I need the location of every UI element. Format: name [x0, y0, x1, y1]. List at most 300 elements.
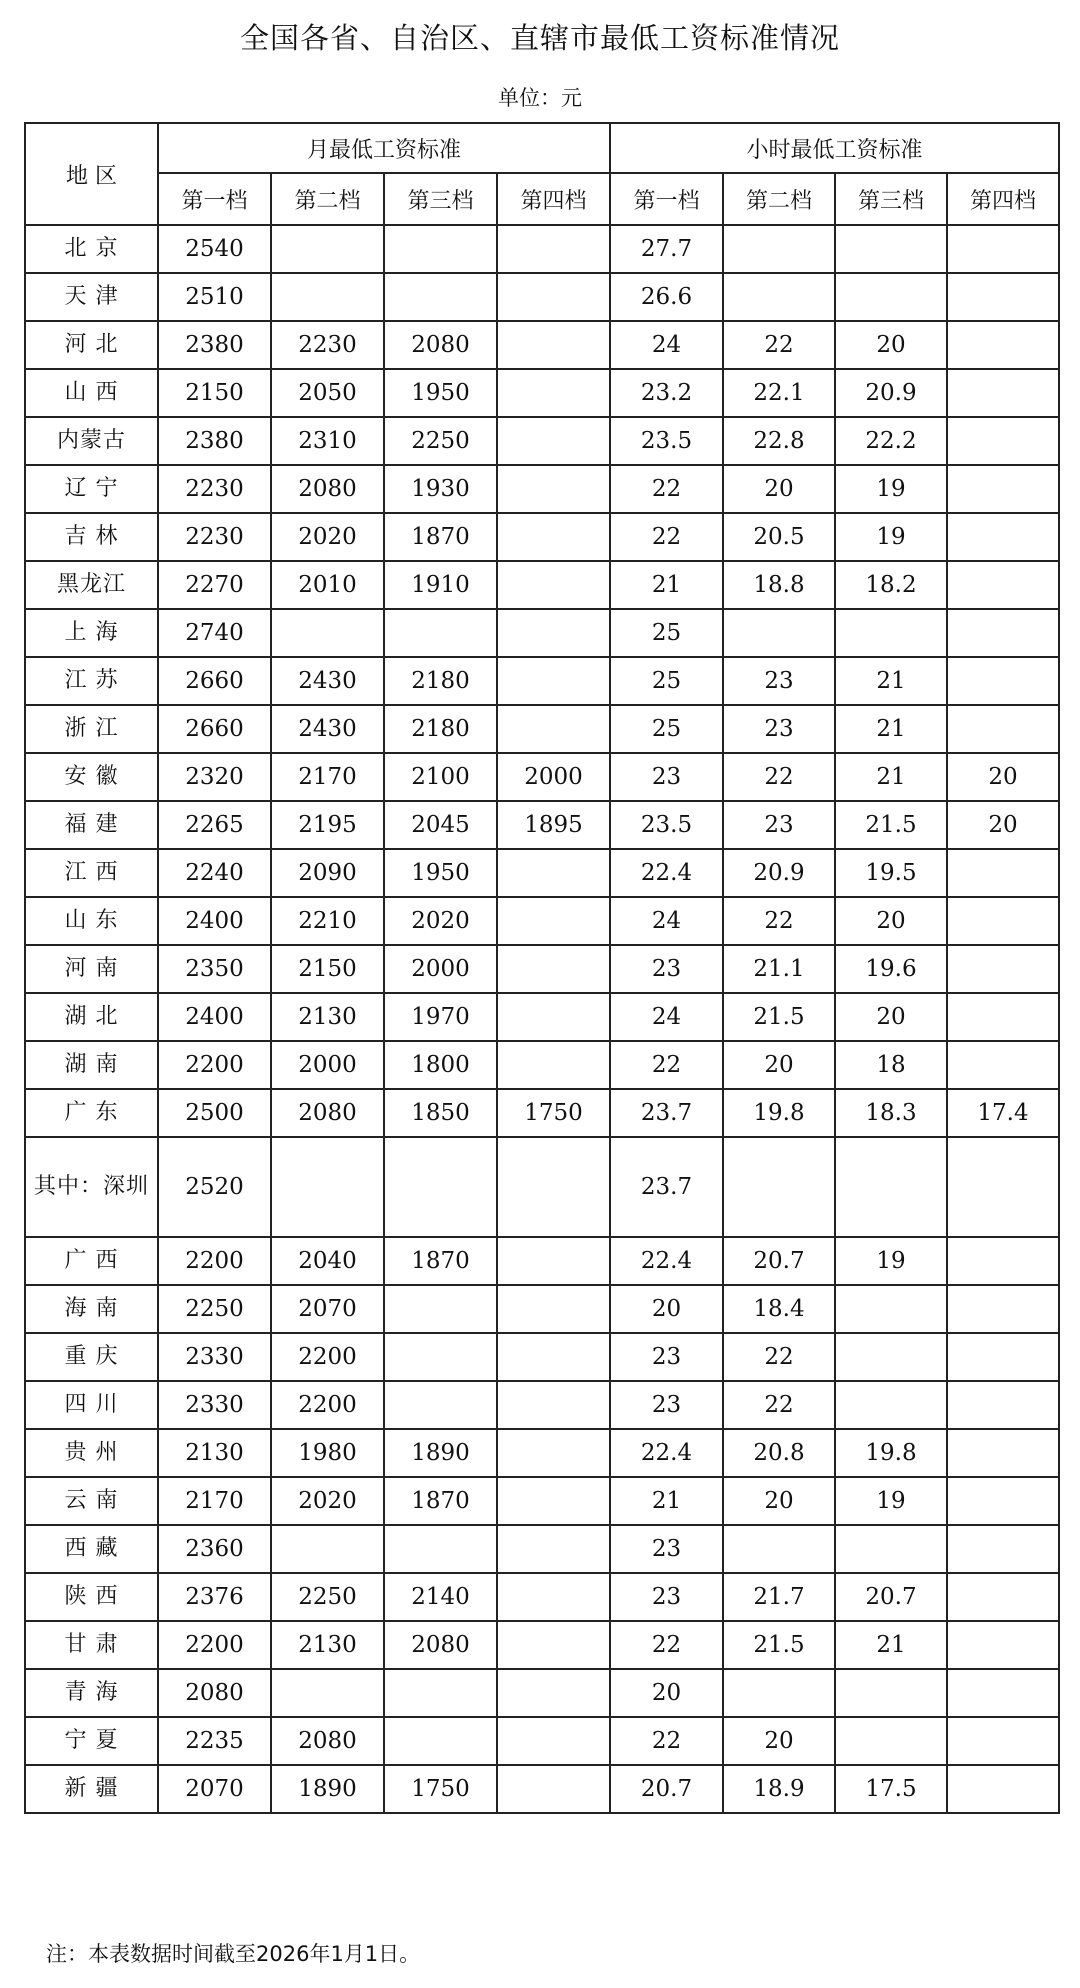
- hourly-tier-2-cell: [723, 273, 835, 321]
- monthly-tier-4-cell: [497, 321, 610, 369]
- hourly-tier-3-cell: 21: [835, 657, 947, 705]
- hourly-tier-3-cell: 21.5: [835, 801, 947, 849]
- monthly-tier-1-cell: 2380: [158, 321, 271, 369]
- monthly-tier-2-cell: [271, 609, 384, 657]
- hourly-tier-2-cell: 22.8: [723, 417, 835, 465]
- hourly-tier-4-cell: [947, 609, 1059, 657]
- monthly-tier-1-cell: 2270: [158, 561, 271, 609]
- table-row: [25, 1525, 1059, 1573]
- monthly-tier-3-cell: 1850: [384, 1089, 497, 1137]
- monthly-tier-4-cell: [497, 1765, 610, 1813]
- table-row: [25, 1333, 1059, 1381]
- region-cell: 贵 州: [25, 1429, 158, 1477]
- table-row: [25, 801, 1059, 849]
- region-cell: 天 津: [25, 273, 158, 321]
- monthly-tier-2-cell: 2020: [271, 1477, 384, 1525]
- monthly-tier-3-cell: 2000: [384, 945, 497, 993]
- hourly-tier-2-cell: 22.1: [723, 369, 835, 417]
- monthly-tier-1-cell: 2080: [158, 1669, 271, 1717]
- monthly-tier-1-cell: 2265: [158, 801, 271, 849]
- region-cell: 湖 南: [25, 1041, 158, 1089]
- hourly-tier-2-cell: 23: [723, 657, 835, 705]
- monthly-tier-3-cell: 1950: [384, 369, 497, 417]
- monthly-tier-4-cell: 1750: [497, 1089, 610, 1137]
- monthly-tier-2-cell: 2200: [271, 1381, 384, 1429]
- monthly-tier-1-header: 第一档: [158, 173, 271, 225]
- monthly-tier-4-cell: [497, 1285, 610, 1333]
- table-row: [25, 1089, 1059, 1137]
- region-cell: 海 南: [25, 1285, 158, 1333]
- hourly-tier-1-cell: 23.7: [610, 1089, 723, 1137]
- monthly-tier-1-cell: 2510: [158, 273, 271, 321]
- hourly-tier-3-cell: 19.5: [835, 849, 947, 897]
- hourly-tier-4-cell: [947, 705, 1059, 753]
- monthly-tier-4-cell: [497, 1333, 610, 1381]
- hourly-tier-4-cell: [947, 417, 1059, 465]
- table-row: [25, 321, 1059, 369]
- monthly-tier-1-cell: 2200: [158, 1621, 271, 1669]
- hourly-tier-3-cell: [835, 1525, 947, 1573]
- monthly-tier-4-cell: [497, 465, 610, 513]
- hourly-header: 小时最低工资标准: [610, 123, 1059, 173]
- monthly-tier-1-cell: 2150: [158, 369, 271, 417]
- hourly-tier-4-cell: [947, 1137, 1059, 1237]
- monthly-tier-2-cell: 1890: [271, 1765, 384, 1813]
- hourly-tier-2-cell: 20: [723, 1041, 835, 1089]
- table-row: [25, 1041, 1059, 1089]
- region-cell: 陕 西: [25, 1573, 158, 1621]
- monthly-tier-3-cell: [384, 225, 497, 273]
- region-cell: 其中：深圳: [25, 1137, 158, 1237]
- hourly-tier-2-cell: 22: [723, 321, 835, 369]
- monthly-header: 月最低工资标准: [158, 123, 610, 173]
- monthly-tier-4-header: 第四档: [497, 173, 610, 225]
- hourly-tier-2-cell: 21.5: [723, 1621, 835, 1669]
- hourly-tier-3-cell: 20: [835, 321, 947, 369]
- hourly-tier-1-header: 第一档: [610, 173, 723, 225]
- hourly-tier-2-cell: [723, 1525, 835, 1573]
- region-cell: 重 庆: [25, 1333, 158, 1381]
- hourly-tier-3-cell: 19: [835, 1237, 947, 1285]
- table-row: [25, 897, 1059, 945]
- hourly-tier-1-cell: 25: [610, 657, 723, 705]
- hourly-tier-1-cell: 23: [610, 945, 723, 993]
- hourly-tier-2-cell: 20: [723, 1477, 835, 1525]
- hourly-tier-4-cell: 20: [947, 801, 1059, 849]
- region-cell: 辽 宁: [25, 465, 158, 513]
- region-cell: 西 藏: [25, 1525, 158, 1573]
- monthly-tier-1-cell: 2360: [158, 1525, 271, 1573]
- hourly-tier-3-cell: 18.3: [835, 1089, 947, 1137]
- hourly-tier-4-cell: 17.4: [947, 1089, 1059, 1137]
- monthly-tier-4-cell: [497, 513, 610, 561]
- monthly-tier-3-cell: [384, 1669, 497, 1717]
- hourly-tier-3-header: 第三档: [835, 173, 947, 225]
- monthly-tier-4-cell: 2000: [497, 753, 610, 801]
- hourly-tier-4-cell: [947, 321, 1059, 369]
- monthly-tier-2-cell: 2000: [271, 1041, 384, 1089]
- monthly-tier-2-cell: 2080: [271, 1089, 384, 1137]
- hourly-tier-1-cell: 24: [610, 993, 723, 1041]
- hourly-tier-1-cell: 22: [610, 1621, 723, 1669]
- monthly-tier-2-cell: 2050: [271, 369, 384, 417]
- hourly-tier-3-cell: 20: [835, 993, 947, 1041]
- monthly-tier-1-cell: 2230: [158, 465, 271, 513]
- monthly-tier-3-header: 第三档: [384, 173, 497, 225]
- unit-label: 单位：元: [498, 86, 582, 110]
- hourly-tier-1-cell: 23: [610, 1573, 723, 1621]
- hourly-tier-1-cell: 20: [610, 1285, 723, 1333]
- hourly-tier-2-header: 第二档: [723, 173, 835, 225]
- hourly-tier-1-cell: 23: [610, 1333, 723, 1381]
- hourly-tier-1-cell: 21: [610, 561, 723, 609]
- monthly-tier-1-cell: 2230: [158, 513, 271, 561]
- region-cell: 江 西: [25, 849, 158, 897]
- monthly-tier-3-cell: [384, 1137, 497, 1237]
- monthly-tier-2-cell: 2430: [271, 657, 384, 705]
- hourly-tier-4-cell: [947, 225, 1059, 273]
- monthly-tier-2-cell: 2080: [271, 465, 384, 513]
- region-cell: 福 建: [25, 801, 158, 849]
- hourly-tier-2-cell: 21.5: [723, 993, 835, 1041]
- hourly-tier-4-header: 第四档: [947, 173, 1059, 225]
- table-row: [25, 1669, 1059, 1717]
- hourly-tier-1-cell: 22: [610, 1041, 723, 1089]
- hourly-tier-4-cell: [947, 1333, 1059, 1381]
- hourly-tier-4-cell: 20: [947, 753, 1059, 801]
- hourly-tier-2-cell: 18.9: [723, 1765, 835, 1813]
- monthly-tier-4-cell: [497, 1573, 610, 1621]
- table-row: [25, 945, 1059, 993]
- monthly-tier-3-cell: 1950: [384, 849, 497, 897]
- region-cell: 黑龙江: [25, 561, 158, 609]
- monthly-tier-4-cell: 1895: [497, 801, 610, 849]
- hourly-tier-2-cell: 23: [723, 801, 835, 849]
- monthly-tier-1-cell: 2200: [158, 1237, 271, 1285]
- hourly-tier-4-cell: [947, 1717, 1059, 1765]
- region-cell: 上 海: [25, 609, 158, 657]
- hourly-tier-2-cell: 22: [723, 1381, 835, 1429]
- hourly-tier-2-cell: 20: [723, 1717, 835, 1765]
- monthly-tier-1-cell: 2250: [158, 1285, 271, 1333]
- hourly-tier-4-cell: [947, 1525, 1059, 1573]
- table-row: [25, 1717, 1059, 1765]
- monthly-tier-2-cell: 2230: [271, 321, 384, 369]
- monthly-tier-3-cell: 2100: [384, 753, 497, 801]
- monthly-tier-3-cell: 1930: [384, 465, 497, 513]
- monthly-tier-1-cell: 2376: [158, 1573, 271, 1621]
- hourly-tier-1-cell: 23: [610, 753, 723, 801]
- hourly-tier-3-cell: 19.6: [835, 945, 947, 993]
- monthly-tier-4-cell: [497, 1041, 610, 1089]
- monthly-tier-1-cell: 2380: [158, 417, 271, 465]
- hourly-tier-4-cell: [947, 1041, 1059, 1089]
- hourly-tier-4-cell: [947, 1285, 1059, 1333]
- monthly-tier-1-cell: 2500: [158, 1089, 271, 1137]
- hourly-tier-2-cell: 22: [723, 897, 835, 945]
- hourly-tier-1-cell: 22: [610, 1717, 723, 1765]
- hourly-tier-3-cell: [835, 1669, 947, 1717]
- monthly-tier-4-cell: [497, 705, 610, 753]
- hourly-tier-1-cell: 23.5: [610, 417, 723, 465]
- table-row: [25, 561, 1059, 609]
- monthly-tier-2-header: 第二档: [271, 173, 384, 225]
- hourly-tier-2-cell: 20.7: [723, 1237, 835, 1285]
- hourly-tier-4-cell: [947, 1381, 1059, 1429]
- monthly-tier-1-cell: 2330: [158, 1381, 271, 1429]
- table-row: [25, 609, 1059, 657]
- hourly-tier-2-cell: 20.5: [723, 513, 835, 561]
- table-row: [25, 753, 1059, 801]
- monthly-tier-4-cell: [497, 1669, 610, 1717]
- hourly-tier-4-cell: [947, 849, 1059, 897]
- monthly-tier-3-cell: [384, 1285, 497, 1333]
- table-row: [25, 1381, 1059, 1429]
- table-body: [25, 225, 1059, 1813]
- hourly-tier-1-cell: 20.7: [610, 1765, 723, 1813]
- region-cell: 山 西: [25, 369, 158, 417]
- monthly-tier-4-cell: [497, 1137, 610, 1237]
- hourly-tier-2-cell: 23: [723, 705, 835, 753]
- region-cell: 北 京: [25, 225, 158, 273]
- monthly-tier-3-cell: 1750: [384, 1765, 497, 1813]
- footnote: 注：本表数据时间截至2026年1月1日。: [46, 1942, 421, 1966]
- hourly-tier-3-cell: 18: [835, 1041, 947, 1089]
- monthly-tier-4-cell: [497, 1717, 610, 1765]
- region-cell: 青 海: [25, 1669, 158, 1717]
- hourly-tier-2-cell: 21.7: [723, 1573, 835, 1621]
- monthly-tier-3-cell: [384, 1381, 497, 1429]
- region-cell: 山 东: [25, 897, 158, 945]
- hourly-tier-1-cell: 20: [610, 1669, 723, 1717]
- hourly-tier-2-cell: [723, 1669, 835, 1717]
- hourly-tier-1-cell: 24: [610, 321, 723, 369]
- monthly-tier-3-cell: [384, 273, 497, 321]
- hourly-tier-3-cell: 21: [835, 753, 947, 801]
- region-cell: 宁 夏: [25, 1717, 158, 1765]
- monthly-tier-1-cell: 2240: [158, 849, 271, 897]
- hourly-tier-4-cell: [947, 273, 1059, 321]
- monthly-tier-4-cell: [497, 1477, 610, 1525]
- monthly-tier-4-cell: [497, 417, 610, 465]
- monthly-tier-2-cell: 2430: [271, 705, 384, 753]
- table-row: [25, 993, 1059, 1041]
- hourly-tier-1-cell: 23.7: [610, 1137, 723, 1237]
- hourly-tier-4-cell: [947, 1573, 1059, 1621]
- monthly-tier-2-cell: 2170: [271, 753, 384, 801]
- hourly-tier-1-cell: 22: [610, 513, 723, 561]
- hourly-tier-3-cell: [835, 609, 947, 657]
- hourly-tier-3-cell: 18.2: [835, 561, 947, 609]
- region-cell: 新 疆: [25, 1765, 158, 1813]
- hourly-tier-2-cell: 19.8: [723, 1089, 835, 1137]
- monthly-tier-3-cell: 1800: [384, 1041, 497, 1089]
- hourly-tier-1-cell: 22.4: [610, 1237, 723, 1285]
- monthly-tier-1-cell: 2660: [158, 657, 271, 705]
- hourly-tier-3-cell: 20: [835, 897, 947, 945]
- hourly-tier-1-cell: 25: [610, 705, 723, 753]
- hourly-tier-1-cell: 23: [610, 1525, 723, 1573]
- monthly-tier-3-cell: 2080: [384, 321, 497, 369]
- monthly-tier-1-cell: 2400: [158, 993, 271, 1041]
- region-cell: 河 北: [25, 321, 158, 369]
- hourly-tier-3-cell: 22.2: [835, 417, 947, 465]
- hourly-tier-4-cell: [947, 657, 1059, 705]
- hourly-tier-3-cell: 21: [835, 1621, 947, 1669]
- monthly-tier-4-cell: [497, 849, 610, 897]
- region-cell: 河 南: [25, 945, 158, 993]
- monthly-tier-2-cell: [271, 225, 384, 273]
- monthly-tier-3-cell: 2250: [384, 417, 497, 465]
- hourly-tier-3-cell: [835, 1333, 947, 1381]
- hourly-tier-4-cell: [947, 561, 1059, 609]
- hourly-tier-4-cell: [947, 1621, 1059, 1669]
- monthly-tier-3-cell: 1870: [384, 513, 497, 561]
- table-row: [25, 1237, 1059, 1285]
- monthly-tier-1-cell: 2400: [158, 897, 271, 945]
- monthly-tier-3-cell: 2020: [384, 897, 497, 945]
- monthly-tier-4-cell: [497, 273, 610, 321]
- monthly-tier-2-cell: 2310: [271, 417, 384, 465]
- region-cell: 四 川: [25, 1381, 158, 1429]
- monthly-tier-2-cell: 2020: [271, 513, 384, 561]
- monthly-tier-2-cell: [271, 1669, 384, 1717]
- hourly-tier-1-cell: 22.4: [610, 849, 723, 897]
- monthly-tier-2-cell: 2130: [271, 993, 384, 1041]
- hourly-tier-1-cell: 23.5: [610, 801, 723, 849]
- region-cell: 广 西: [25, 1237, 158, 1285]
- hourly-tier-3-cell: [835, 1717, 947, 1765]
- monthly-tier-2-cell: 1980: [271, 1429, 384, 1477]
- hourly-tier-1-cell: 26.6: [610, 273, 723, 321]
- monthly-tier-3-cell: 2180: [384, 657, 497, 705]
- monthly-tier-2-cell: 2250: [271, 1573, 384, 1621]
- region-cell: 甘 肃: [25, 1621, 158, 1669]
- monthly-tier-2-cell: [271, 1525, 384, 1573]
- min-wage-table: [24, 122, 1060, 1814]
- monthly-tier-3-cell: 2140: [384, 1573, 497, 1621]
- region-cell: 浙 江: [25, 705, 158, 753]
- region-cell: 吉 林: [25, 513, 158, 561]
- table-row: [25, 273, 1059, 321]
- hourly-tier-4-cell: [947, 1237, 1059, 1285]
- hourly-tier-2-cell: 20: [723, 465, 835, 513]
- hourly-tier-2-cell: 18.8: [723, 561, 835, 609]
- table-row: [25, 225, 1059, 273]
- monthly-tier-1-cell: 2070: [158, 1765, 271, 1813]
- monthly-tier-3-cell: 1870: [384, 1477, 497, 1525]
- hourly-tier-4-cell: [947, 1429, 1059, 1477]
- hourly-tier-4-cell: [947, 465, 1059, 513]
- hourly-tier-2-cell: 22: [723, 753, 835, 801]
- monthly-tier-1-cell: 2350: [158, 945, 271, 993]
- monthly-tier-1-cell: 2520: [158, 1137, 271, 1237]
- hourly-tier-3-cell: 19: [835, 513, 947, 561]
- table-row: [25, 1573, 1059, 1621]
- hourly-tier-3-cell: 20.9: [835, 369, 947, 417]
- monthly-tier-2-cell: 2040: [271, 1237, 384, 1285]
- hourly-tier-3-cell: 21: [835, 705, 947, 753]
- region-cell: 安 徽: [25, 753, 158, 801]
- hourly-tier-2-cell: 22: [723, 1333, 835, 1381]
- monthly-tier-2-cell: 2150: [271, 945, 384, 993]
- hourly-tier-3-cell: 17.5: [835, 1765, 947, 1813]
- hourly-tier-4-cell: [947, 513, 1059, 561]
- monthly-tier-3-cell: 1890: [384, 1429, 497, 1477]
- monthly-tier-2-cell: 2070: [271, 1285, 384, 1333]
- monthly-tier-4-cell: [497, 1525, 610, 1573]
- monthly-tier-3-cell: 1870: [384, 1237, 497, 1285]
- monthly-tier-4-cell: [497, 561, 610, 609]
- monthly-tier-3-cell: 2080: [384, 1621, 497, 1669]
- hourly-tier-3-cell: [835, 1285, 947, 1333]
- hourly-tier-4-cell: [947, 1477, 1059, 1525]
- monthly-tier-2-cell: 2080: [271, 1717, 384, 1765]
- monthly-tier-3-cell: [384, 1525, 497, 1573]
- region-cell: 广 东: [25, 1089, 158, 1137]
- region-cell: 云 南: [25, 1477, 158, 1525]
- table-row: [25, 1285, 1059, 1333]
- hourly-tier-2-cell: [723, 225, 835, 273]
- monthly-tier-4-cell: [497, 993, 610, 1041]
- hourly-tier-1-cell: 23.2: [610, 369, 723, 417]
- hourly-tier-2-cell: [723, 1137, 835, 1237]
- monthly-tier-1-cell: 2200: [158, 1041, 271, 1089]
- hourly-tier-2-cell: 20.8: [723, 1429, 835, 1477]
- hourly-tier-4-cell: [947, 369, 1059, 417]
- table-row: [25, 1137, 1059, 1237]
- monthly-tier-2-cell: [271, 273, 384, 321]
- monthly-tier-3-cell: [384, 609, 497, 657]
- hourly-tier-1-cell: 23: [610, 1381, 723, 1429]
- monthly-tier-1-cell: 2540: [158, 225, 271, 273]
- hourly-tier-4-cell: [947, 993, 1059, 1041]
- monthly-tier-1-cell: 2170: [158, 1477, 271, 1525]
- table-row: [25, 1765, 1059, 1813]
- table-row: [25, 1477, 1059, 1525]
- region-cell: 湖 北: [25, 993, 158, 1041]
- monthly-tier-2-cell: 2010: [271, 561, 384, 609]
- hourly-tier-3-cell: [835, 1137, 947, 1237]
- hourly-tier-1-cell: 21: [610, 1477, 723, 1525]
- hourly-tier-1-cell: 24: [610, 897, 723, 945]
- monthly-tier-4-cell: [497, 897, 610, 945]
- monthly-tier-4-cell: [497, 945, 610, 993]
- monthly-tier-4-cell: [497, 609, 610, 657]
- monthly-tier-2-cell: 2195: [271, 801, 384, 849]
- hourly-tier-2-cell: 21.1: [723, 945, 835, 993]
- hourly-tier-2-cell: 18.4: [723, 1285, 835, 1333]
- hourly-tier-4-cell: [947, 1765, 1059, 1813]
- monthly-tier-3-cell: [384, 1717, 497, 1765]
- table-row: [25, 1429, 1059, 1477]
- hourly-tier-1-cell: 27.7: [610, 225, 723, 273]
- region-cell: 江 苏: [25, 657, 158, 705]
- monthly-tier-2-cell: 2200: [271, 1333, 384, 1381]
- monthly-tier-2-cell: [271, 1137, 384, 1237]
- monthly-tier-4-cell: [497, 1429, 610, 1477]
- table-row: [25, 849, 1059, 897]
- monthly-tier-4-cell: [497, 1237, 610, 1285]
- monthly-tier-3-cell: 2180: [384, 705, 497, 753]
- region-header: 地 区: [25, 123, 158, 225]
- table-row: [25, 705, 1059, 753]
- hourly-tier-4-cell: [947, 1669, 1059, 1717]
- monthly-tier-4-cell: [497, 1381, 610, 1429]
- monthly-tier-4-cell: [497, 225, 610, 273]
- page-title: 全国各省、自治区、直辖市最低工资标准情况: [239, 21, 840, 55]
- hourly-tier-1-cell: 22: [610, 465, 723, 513]
